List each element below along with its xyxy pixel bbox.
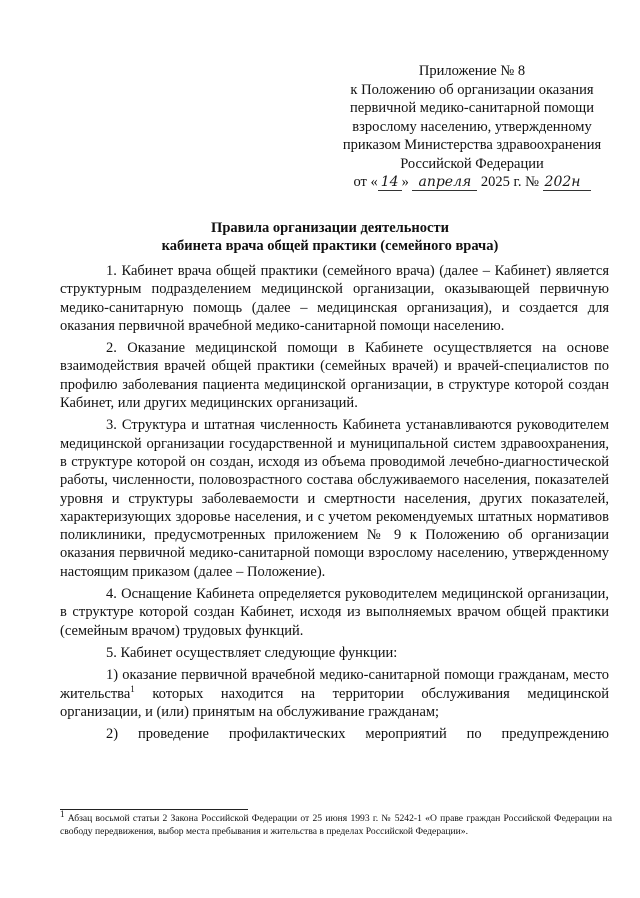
footnote [60, 808, 612, 838]
paragraph-5: 5. Кабинет осуществляет следующие функции: [106, 644, 398, 661]
paragraph-1: 1. Кабинет врача общей практики (семейного врача) (далее – Кабинет) является структурным подразделением медицинской организации, оказывающей первичную медико-санитарную помощь (далее – медицинская организация), и создается для оказания первичной врачебной медико-санитарной помощи населению. [60, 263, 609, 334]
paragraph-4: 4. Оснащение Кабинета определяется руководителем медицинской организации, в структуре которой создан Кабинет, исходя из выполняемых врачом общей практики (семейным врачом) трудовых функций. [60, 586, 609, 639]
annex-header [326, 62, 618, 192]
paragraph-5-item-1: 1) оказание первичной врачебной медико-санитарной помощи гражданам, место жительства$^1$ которых находится на территории обслуживания медицинской организации, и (или) принятым на обслуживание гражданам; [60, 667, 609, 720]
date-prefix: от « [353, 174, 378, 190]
paragraph-5-item-2: 2) проведение профилактических мероприятий по предупреждению [106, 726, 609, 743]
paragraph-2: 2. Оказание медицинской помощи в Кабинете осуществляется на основе взаимодействия врачей общей практики (семейных врачей) и врачей-специалистов по профилю заболевания пациента медицинской организации, в структуре которой создан Кабинет, или других медицинских организаций. [60, 340, 609, 412]
annex-line: первичной медико-санитарной помощи [350, 100, 594, 116]
annex-line: приказом Министерства здравоохранения [342, 137, 602, 153]
footnote-mark: 1 [60, 808, 65, 819]
date-year: 2025 г. № [480, 174, 539, 190]
document-title [60, 219, 600, 255]
annex-date-line [326, 173, 618, 192]
title-line-1: Правила организации деятельности [211, 220, 449, 236]
footnote-text: Абзац восьмой статьи 2 Закона Российской Федерации от 25 июня 1993 г. № 5242-1 «О праве граждан Российской Федерации на свободу передвижения, выбор места пребывания и жительства в пределах Российской Федерации». [60, 813, 612, 837]
date-month-handwritten: апреля [412, 174, 477, 191]
footnote-divider [60, 809, 248, 810]
annex-line: Российской Федерации [400, 155, 544, 172]
annex-line: к Положению об организации оказания [350, 81, 594, 98]
annex-line: взрослому населению, утвержденному [352, 118, 592, 135]
date-mid: » [401, 174, 409, 190]
annex-title: Приложение № 8 [418, 63, 526, 79]
title-line-2: кабинета врача общей практики (семейного врача) [161, 238, 499, 254]
document-body [60, 262, 609, 747]
paragraph-3: 3. Структура и штатная численность Кабинета устанавливаются руководителем медицинской организации государственной и муниципальной систем здравоохранения, в структуре которой он создан, исходя из объема проводимой лечебно-диагностической работы, численности, половозрастного состава обслуживаемого населения, показателей уровня и структуры заболеваемости и смертности населения, других показателей, характеризующих здоровье населения, и с учетом рекомендуемых штатных нормативов поликлиники, предусмотренных приложением № 9 к Положению об организации оказания первичной медико-санитарной помощи взрослому населению, утвержденному настоящим приказом (далее – Положение). [60, 417, 609, 580]
order-number-handwritten: 202н [543, 174, 591, 191]
footnote-ref: 1 [130, 683, 135, 694]
date-day-handwritten: 14 [378, 174, 402, 191]
